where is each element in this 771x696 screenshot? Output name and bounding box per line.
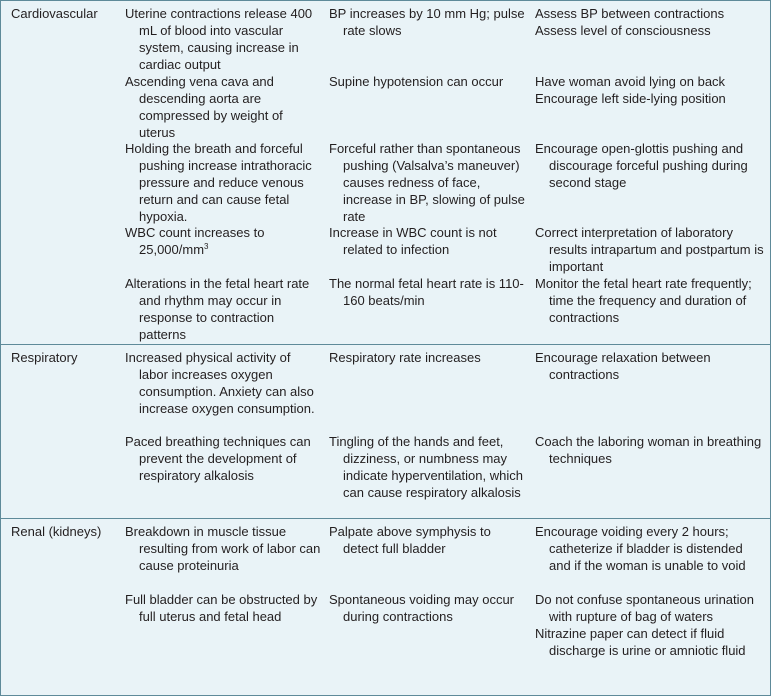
nursing-actions bbox=[535, 349, 767, 383]
nursing-actions bbox=[535, 591, 767, 659]
system-label: Respiratory bbox=[11, 350, 78, 365]
nursing-actions bbox=[535, 523, 767, 574]
physiologic-change: Breakdown in muscle tissue resulting from work of labor can cause proteinuria bbox=[125, 524, 321, 573]
physiologic-change: Full bladder can be obstructed by full uterus and fetal head bbox=[125, 592, 318, 624]
physiologic-change: Increased physical activity of labor increases oxygen consumption. Anxiety can also increase oxygen consumption. bbox=[125, 350, 315, 416]
system-label: Cardiovascular bbox=[11, 6, 98, 21]
physiologic-change: Alterations in the fetal heart rate and rhythm may occur in response to contraction patterns bbox=[125, 276, 310, 342]
clinical-finding: Forceful rather than spontaneous pushing (Valsalva’s maneuver) causes redness of face, increase in BP, slowing of pulse rate bbox=[329, 141, 525, 224]
nursing-action: Encourage left side-lying position bbox=[535, 91, 726, 106]
superscript-3: 3 bbox=[204, 242, 209, 251]
physiologic-change: Uterine contractions release 400 mL of blood into vascular system, causing increase in cardiac output bbox=[125, 6, 313, 72]
clinical-finding: Palpate above symphysis to detect full bladder bbox=[329, 524, 491, 556]
nursing-action: Monitor the fetal heart rate frequently; time the frequency and duration of contractions bbox=[535, 276, 752, 325]
physiologic-change: Paced breathing techniques can prevent the development of respiratory alkalosis bbox=[125, 434, 311, 483]
nursing-action: Encourage relaxation between contractions bbox=[535, 350, 711, 382]
nursing-action: Nitrazine paper can detect if fluid discharge is urine or amniotic fluid bbox=[535, 626, 746, 658]
nursing-actions bbox=[535, 140, 767, 191]
nursing-action: Encourage open-glottis pushing and discourage forceful pushing during second stage bbox=[535, 141, 748, 190]
nursing-action: Do not confuse spontaneous urination with rupture of bag of waters bbox=[535, 592, 754, 624]
section-cardiovascular bbox=[1, 1, 770, 345]
nursing-actions bbox=[535, 5, 767, 39]
nursing-actions bbox=[535, 275, 767, 326]
nursing-action: Assess level of consciousness bbox=[535, 23, 711, 38]
clinical-finding: BP increases by 10 mm Hg; pulse rate slows bbox=[329, 6, 525, 38]
nursing-action: Coach the laboring woman in breathing techniques bbox=[535, 434, 762, 466]
wbc-count-text: WBC count increases to 25,000/mm bbox=[125, 225, 265, 257]
nursing-actions bbox=[535, 224, 767, 275]
clinical-finding: The normal fetal heart rate is 110-160 beats/min bbox=[329, 276, 524, 308]
clinical-finding: Tingling of the hands and feet, dizziness, or numbness may indicate hyperventilation, which can cause respiratory alkalosis bbox=[329, 434, 523, 500]
physiologic-change bbox=[125, 224, 321, 258]
nursing-action: Encourage voiding every 2 hours; catheterize if bladder is distended and if the woman is unable to void bbox=[535, 524, 746, 573]
section-renal bbox=[1, 519, 770, 695]
nursing-actions bbox=[535, 73, 767, 107]
clinical-finding: Spontaneous voiding may occur during contractions bbox=[329, 592, 515, 624]
nursing-action: Have woman avoid lying on back bbox=[535, 74, 726, 89]
physiologic-change: Holding the breath and forceful pushing increase intrathoracic pressure and reduce venous return and can cause fetal hypoxia. bbox=[125, 141, 312, 224]
physiologic-change: Ascending vena cava and descending aorta are compressed by weight of uterus bbox=[125, 74, 283, 140]
section-respiratory bbox=[1, 345, 770, 519]
clinical-finding: Supine hypotension can occur bbox=[329, 74, 504, 89]
nursing-action: Correct interpretation of laboratory results intrapartum and postpartum is important bbox=[535, 225, 764, 274]
system-label: Renal (kidneys) bbox=[11, 524, 102, 539]
nursing-action: Assess BP between contractions bbox=[535, 6, 725, 21]
clinical-finding: Increase in WBC count is not related to infection bbox=[329, 225, 497, 257]
clinical-finding: Respiratory rate increases bbox=[329, 350, 481, 365]
nursing-actions bbox=[535, 433, 767, 467]
